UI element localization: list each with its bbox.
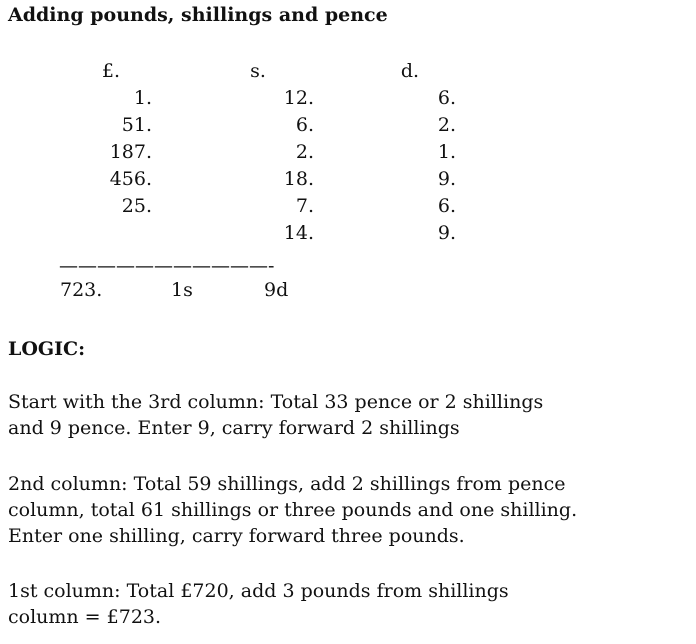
pence-cell: 6. bbox=[437, 195, 456, 217]
paragraph-line: 2nd column: Total 59 shillings, add 2 shillings from pence bbox=[8, 473, 566, 495]
total-pence: 9d bbox=[264, 279, 289, 301]
pounds-cell: 187. bbox=[109, 141, 152, 163]
header-pence: d. bbox=[400, 60, 420, 82]
shillings-cell: 2. bbox=[295, 141, 314, 163]
table-row bbox=[30, 139, 456, 166]
paragraph-line: 1st column: Total £720, add 3 pounds from shillings bbox=[8, 580, 509, 602]
lsd-sum-table bbox=[30, 58, 456, 247]
shillings-cell: 7. bbox=[295, 195, 314, 217]
pence-cell: 9. bbox=[437, 168, 456, 190]
table-row bbox=[30, 112, 456, 139]
page-title: Adding pounds, shillings and pence bbox=[8, 4, 388, 26]
pence-cell: 6. bbox=[437, 87, 456, 109]
shillings-cell: 14. bbox=[283, 222, 314, 244]
logic-paragraph-first-column bbox=[8, 578, 688, 630]
logic-paragraph-second-column bbox=[8, 471, 688, 549]
logic-heading: LOGIC: bbox=[8, 338, 86, 360]
logic-paragraph-third-column bbox=[8, 389, 688, 441]
pounds-cell bbox=[30, 220, 152, 247]
sum-divider-line: ———————————- bbox=[59, 255, 275, 277]
paragraph-line: Enter one shilling, carry forward three pounds. bbox=[8, 525, 465, 547]
shillings-cell: 12. bbox=[283, 87, 314, 109]
paragraph-line: column = £723. bbox=[8, 606, 162, 628]
pence-cell: 1. bbox=[437, 141, 456, 163]
paragraph-line: Start with the 3rd column: Total 33 pence or 2 shillings bbox=[8, 391, 544, 413]
header-pounds: £. bbox=[101, 60, 121, 82]
pence-cell: 9. bbox=[437, 222, 456, 244]
header-shillings: s. bbox=[250, 60, 266, 82]
pence-cell: 2. bbox=[437, 114, 456, 136]
pounds-cell: 456. bbox=[109, 168, 152, 190]
table-row bbox=[30, 85, 456, 112]
shillings-cell: 6. bbox=[295, 114, 314, 136]
total-shillings: 1s bbox=[171, 279, 193, 301]
header-row bbox=[30, 58, 456, 85]
shillings-cell: 18. bbox=[283, 168, 314, 190]
paragraph-line: and 9 pence. Enter 9, carry forward 2 shillings bbox=[8, 417, 460, 439]
pounds-cell: 25. bbox=[121, 195, 152, 217]
table-row bbox=[30, 166, 456, 193]
paragraph-line: column, total 61 shillings or three pounds and one shilling. bbox=[8, 499, 578, 521]
pounds-cell: 51. bbox=[121, 114, 152, 136]
total-pounds: 723. bbox=[60, 279, 103, 301]
table-row bbox=[30, 193, 456, 220]
pounds-cell: 1. bbox=[133, 87, 152, 109]
table-row bbox=[30, 220, 456, 247]
